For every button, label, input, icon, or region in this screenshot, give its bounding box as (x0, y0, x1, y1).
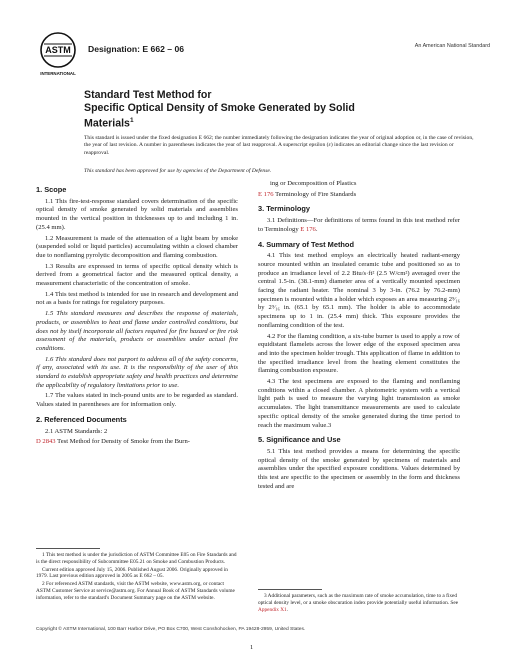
para-1-4: 1.4 This test method is intended for use in research and development and not as a basis for ratings for regulatory purposes. (36, 290, 238, 307)
para-3-1-text: 3.1 Definitions—For definitions of terms found in this test method refer to Terminology (258, 217, 460, 233)
section-4-heading: 4. Summary of Test Method (258, 239, 354, 249)
copyright: Copyright © ASTM International, 100 Barr Harbor Drive, PO Box C700, West Conshohocken, PA 19428-2959, United States. (36, 627, 306, 632)
title-line-1: Standard Test Method for (84, 89, 212, 101)
title-line-3 (84, 115, 424, 130)
para-1-3: 1.3 Results are expressed in terms of specific optical density which is derived from a geometrical factor and the measured optical density, a measurement characteristic of the concentration of smoke. (36, 262, 238, 288)
reference-e176-title: Terminology of Fire Standards (273, 190, 357, 198)
footnote-1-edition: Current edition approved July 15, 2006. Published August 2006. Originally approved in 1979. Last previous edition approved in 2005 as E 662 – 05. (36, 566, 228, 580)
para-4-3: 4.3 The test specimens are exposed to the flaming and nonflaming conditions within a closed chamber. A photometric system with a vertical light path is used to measure the varying light transmission as smoke accumulates. The light transmittance measurements are used to calculate specific optical density of the smoke generated during the time period to reach the maximum value.3 (258, 378, 460, 429)
reference-e176 (258, 191, 460, 200)
footnote-2: 2 For referenced ASTM standards, visit the ASTM website, www.astm.org, or contact ASTM Customer Service at service@astm.org. For Annual Book of ASTM Standards volume information, refer to the standard's Document Summary page on the ASTM website. (36, 581, 235, 601)
para-2-1: 2.1 ASTM Standards: 2 (45, 427, 108, 435)
section-2-heading: 2. Referenced Documents (36, 414, 127, 424)
link-appendix-x1[interactable]: Appendix X1 (258, 606, 287, 613)
para-1-2: 1.2 Measurement is made of the attenuation of a light beam by smoke (suspended solid or liquid particles) accumulating within a closed chamber due to nonflaming pyrolytic decomposition and flaming combustion. (36, 234, 238, 259)
document-title (84, 89, 424, 130)
link-e176-terminology[interactable]: E 176 (300, 225, 316, 233)
link-e176[interactable]: E 176 (258, 190, 274, 198)
para-1-1: 1.1 This fire-test-response standard covers determination of the specific optical density of smoke generated by solid materials and assemblies mounted in the vertical position in thicknesses up to and including 1 in. (25.4 mm). (36, 197, 238, 231)
title-line-2: Specific Optical Density of Smoke Generated by Solid (84, 101, 355, 114)
para-1-7: 1.7 The values stated in inch-pound units are to be regarded as standard. Values stated in parentheses are for information only. (36, 392, 238, 409)
dod-note: This standard has been approved for use by agencies of the Department of Defense. (84, 168, 272, 174)
footnote-rule-left (36, 548, 100, 549)
right-column (258, 180, 460, 494)
logo-wordmark: INTERNATIONAL (40, 71, 76, 76)
footnotes-left (36, 552, 238, 603)
title-line-3-text: Materials (84, 117, 130, 130)
footnote-3-text: 3 Additional parameters, such as the maximum rate of smoke accumulation, time to a fixed optical density level, or a smoke obscuration index provide potentially useful information. See (258, 593, 459, 606)
para-1-5: 1.5 This standard measures and describes the response of materials, products, or assemblies to heat and flame under controlled conditions, but does not by itself incorporate all factors required for fire hazard or fire risk assessment of the materials, products or assemblies under actual fire conditions. (36, 310, 238, 352)
reference-d2843 (36, 438, 238, 447)
footnote-3-end: . (286, 606, 289, 613)
svg-text:ASTM: ASTM (45, 45, 71, 55)
footnote-3 (258, 593, 460, 613)
link-d2843[interactable]: D 2843 (36, 438, 56, 446)
reference-continuation: ing or Decomposition of Plastics (270, 180, 357, 187)
footnote-1: 1 This test method is under the jurisdiction of ASTM Committee E05 on Fire Standards and is the direct responsibility of Subcommittee E05.21 on Smoke and Combustion Products. (36, 552, 237, 565)
title-footnote-marker: 1 (129, 116, 134, 124)
para-3-1-end: . (315, 225, 318, 233)
para-3-1 (258, 217, 460, 234)
page-number: 1 (250, 644, 254, 651)
footnotes-right (258, 593, 460, 614)
para-5-1: 5.1 This test method provides a means for determining the specific optical density of the smoke generated by specimens of materials and assemblies under the specified exposure conditions. Values determined by this test are specific to the specimen or assembly in the form and thickness tested and are (258, 447, 460, 490)
para-1-6: 1.6 This standard does not purport to address all of the safety concerns, if any, associated with its use. It is the responsibility of the user of this standard to establish appropriate safety and health practices and determine the applicability of regulatory limitations prior to use. (36, 355, 238, 389)
issue-note: This standard is issued under the fixed designation E 662; the number immediately following the designation indicates the year of original adoption or, in the case of revision, the year of last revision. A number in parentheses indicates the year of last reapproval. A superscript epsilon (ε) indicates an editorial change since the last revision or reapproval. (84, 135, 474, 156)
para-4-1: 4.1 This test method employs an electrically heated radiant-energy source mounted within an insulated ceramic tube and positioned so as to produce an irradiance level of 2.2 Btu/s·ft² (2.5 W/cm²) averaged over the central 1.5-in. (38.1-mm) diameter area of a vertically mounted specimen facing the radiant heater. The nominal 3 by 3-in. (76.2 by 76.2-mm) specimen is mounted within a holder which exposes an area measuring 2⁹⁄₁₆ by 2⁹⁄₁₆ in. (65.1 by 65.1 mm). The holder is able to accommodate specimens up to 1 in. (25.4 mm) thick. This exposure provides the nonflaming condition of the test. (258, 252, 460, 329)
section-3-heading: 3. Terminology (258, 204, 311, 214)
astm-logo (38, 30, 78, 78)
national-standard-label: An American National Standard (414, 43, 490, 49)
section-5-heading: 5. Significance and Use (258, 435, 341, 445)
section-1-heading: 1. Scope (36, 185, 67, 194)
designation: Designation: E 662 – 06 (88, 44, 184, 54)
para-4-2: 4.2 For the flaming condition, a six-tube burner is used to apply a row of equidistant flamelets across the lower edge of the exposed specimen area and into the specimen holder trough. This application of flame in addition to the specified irradiance level from the heating element constitutes the flaming combustion exposure. (258, 332, 460, 375)
reference-d2843-title: Test Method for Density of Smoke from the Burn- (55, 438, 190, 446)
left-column (36, 180, 238, 449)
footnote-rule-right (258, 589, 322, 590)
